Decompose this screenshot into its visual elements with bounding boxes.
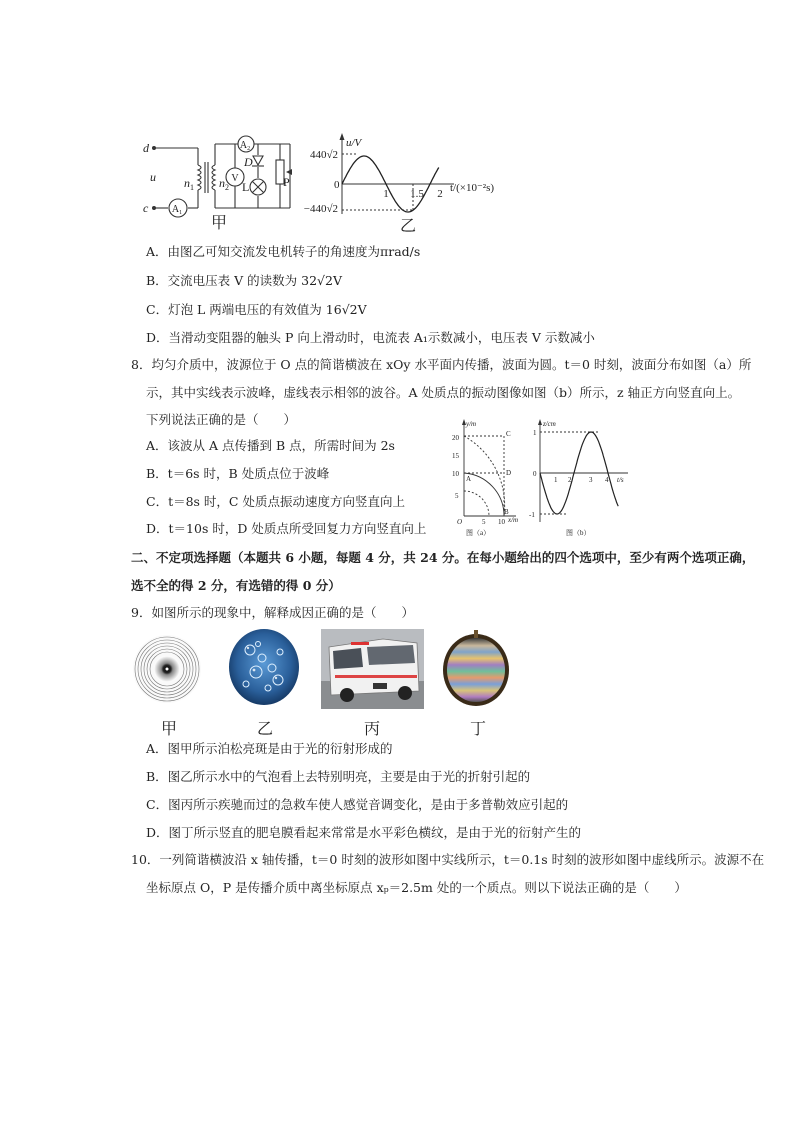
- fig7-caption-yi: 乙: [400, 216, 417, 235]
- plot-ytop-label: 440√2: [309, 149, 338, 161]
- ammeter-a1-label: $A_1$: [171, 204, 183, 216]
- terminal-d-label: d: [143, 141, 149, 155]
- plot-xtick-1: 1: [383, 188, 389, 200]
- q8-option-d: D．t＝10s 时，D 处质点所受回复力方向竖直向上: [146, 521, 427, 536]
- q9-caption-yi: 乙: [257, 719, 274, 738]
- q9-caption-bing: 丙: [364, 719, 381, 738]
- q8-option-c: C．t＝8s 时，C 处质点振动速度方向竖直向上: [146, 494, 405, 509]
- q8-stem-line3: 下列说法正确的是（ ）: [146, 412, 297, 427]
- q8-stem-line1: 8．均匀介质中，波源位于 O 点的简谐横波在 xOy 水平面内传播，波面为圆。t＝0 时刻，波面分布如图（a）所: [131, 357, 752, 372]
- fig-a-ytick-15: 15: [452, 452, 459, 460]
- q8-stem-line2: 示，其中实线表示波峰，虚线表示相邻的波谷。A 处质点的振动图像如图（b）所示，z 轴正方向竖直向上。: [146, 385, 741, 400]
- q10-stem-line1: 10．一列简谐横波沿 x 轴传播，t＝0 时刻的波形如图中实线所示，t＝0.1s 时刻的波形如图中虚线所示。波源不在: [131, 852, 765, 867]
- plot-origin-label: 0: [334, 179, 340, 191]
- fig-a-ytick-10: 10: [452, 470, 459, 478]
- vibration-figure-b: [528, 418, 638, 540]
- q9-option-b: B．图乙所示水中的气泡看上去特别明亮，主要是由于光的折射引起的: [146, 769, 531, 784]
- q9-option-a: A．图甲所示泊松亮斑是由于光的衍射形成的: [146, 741, 393, 756]
- q9-caption-ding: 丁: [470, 719, 487, 738]
- point-d-label: D: [506, 469, 512, 477]
- water-bubbles-image: [228, 628, 300, 706]
- fig7-caption-jia: 甲: [211, 213, 228, 232]
- lamp-label: L: [242, 180, 250, 194]
- wavefront-figure-a: [446, 418, 532, 540]
- q9-option-d: D．图丁所示竖直的肥皂膜看起来常常是水平彩色横纹，是由于光的衍射产生的: [146, 825, 582, 840]
- terminal-c-label: c: [143, 201, 149, 215]
- fig-b-caption: 图（b）: [566, 529, 591, 537]
- fig-b-xtick-4: 4: [605, 476, 609, 484]
- section2-heading-line2: 选不全的得 2 分，有选错的得 0 分）: [131, 578, 341, 593]
- fig-b-ytick-0: 0: [533, 470, 537, 478]
- plot-xlabel: t/(×10⁻²s): [450, 182, 495, 194]
- voltage-u-label: u: [150, 170, 156, 184]
- fig-b-xtick-3: 3: [589, 476, 593, 484]
- fig-a-caption: 图（a）: [466, 529, 491, 537]
- q7-option-c: C．灯泡 L 两端电压的有效值为 16√2V: [146, 302, 367, 317]
- fig-a-origin: O: [457, 518, 463, 526]
- plot-xtick-2: 1.5: [410, 188, 424, 200]
- fig-b-ylabel: z/cm: [543, 420, 556, 428]
- ammeter-a2-label: $A_2$: [239, 140, 251, 152]
- n1-label: $n_1$: [184, 176, 194, 192]
- fig-b-ytick-1: 1: [533, 429, 537, 437]
- fig-b-xtick-2: 2: [568, 476, 572, 484]
- q7-option-b: B．交流电压表 V 的读数为 32√2V: [146, 273, 342, 288]
- q9-stem: 9．如图所示的现象中，解释成因正确的是（ ）: [131, 605, 414, 620]
- point-b-label: B: [504, 508, 509, 516]
- slider-p-label: P: [283, 175, 290, 189]
- fig-a-xtick-5: 5: [482, 518, 486, 526]
- q9-caption-jia: 甲: [161, 719, 178, 738]
- poisson-spot-image: [132, 634, 202, 704]
- q7-option-d: D．当滑动变阻器的触头 P 向上滑动时，电流表 A₁示数减小，电压表 V 示数减小: [146, 330, 595, 345]
- voltmeter-label: V: [231, 173, 239, 184]
- q10-stem-line2: 坐标原点 O，P 是传播介质中离坐标原点 xₚ＝2.5m 处的一个质点。则以下说法正确的是（ ）: [146, 880, 687, 895]
- fig-a-ytick-5: 5: [455, 492, 459, 500]
- plot-xtick-3: 2: [437, 188, 443, 200]
- diode-label: D: [244, 155, 253, 169]
- fig-a-xlabel: x/m: [508, 516, 519, 524]
- voltage-time-graph: [298, 132, 508, 217]
- fig-a-ytick-20: 20: [452, 434, 459, 442]
- fig-b-xtick-1: 1: [554, 476, 558, 484]
- section2-heading-line1: 二、不定项选择题（本题共 6 小题，每题 4 分，共 24 分。在每小题给出的四个选项中，至少有两个选项正确，: [131, 550, 755, 565]
- plot-ybottom-label: −440√2: [303, 203, 338, 215]
- fig-b-ytick-neg1: -1: [529, 511, 535, 519]
- point-a-label: A: [466, 475, 472, 483]
- fig-a-ylabel: y/m: [466, 420, 477, 428]
- q9-option-c: C．图丙所示疾驰而过的急救车使人感觉音调变化，是由于多普勒效应引起的: [146, 797, 569, 812]
- n2-label: $n_2$: [219, 176, 229, 192]
- fig-a-xtick-10: 10: [498, 518, 505, 526]
- fig-b-xlabel: t/s: [617, 476, 624, 484]
- ambulance-image: [321, 629, 424, 709]
- plot-ylabel: u/V: [346, 137, 362, 149]
- q8-option-a: A．该波从 A 点传播到 B 点，所需时间为 2s: [146, 438, 395, 453]
- soap-film-image: [440, 628, 512, 708]
- point-c-label: C: [506, 430, 511, 438]
- q8-option-b: B．t＝6s 时，B 处质点位于波峰: [146, 466, 330, 481]
- q7-option-a: A．由图乙可知交流发电机转子的角速度为πrad/s: [146, 244, 421, 259]
